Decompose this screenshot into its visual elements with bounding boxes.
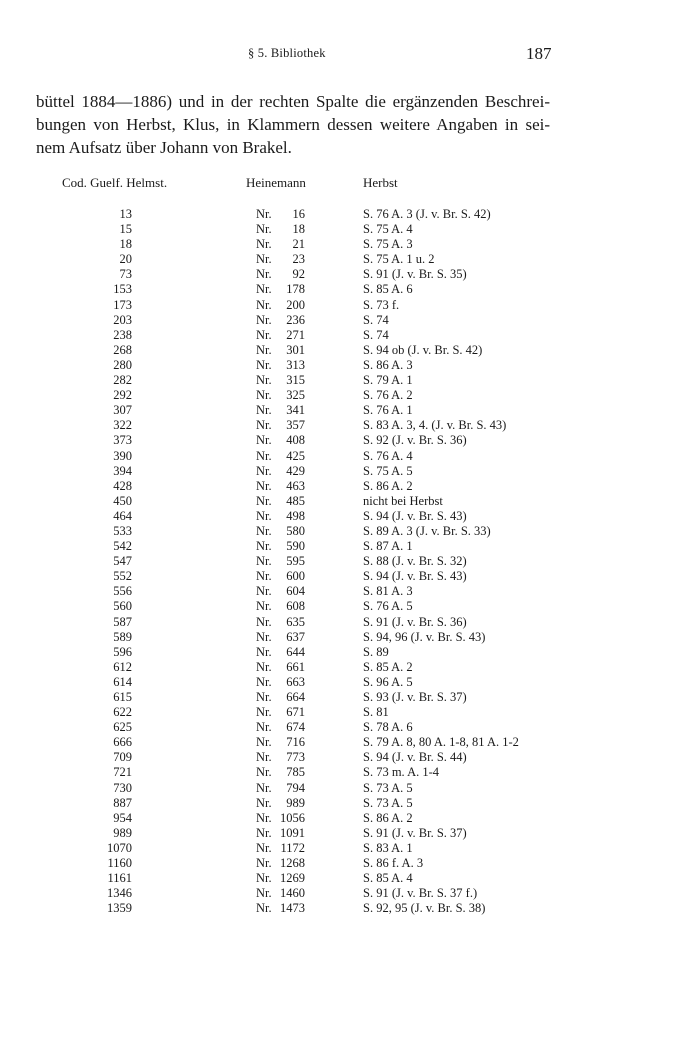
cod-number: 625: [113, 720, 132, 735]
nr-prefix: Nr.: [256, 327, 272, 342]
herbst-reference: S. 94 (J. v. Br. S. 43): [363, 569, 467, 584]
nr-prefix: Nr.: [256, 750, 272, 765]
table-row: [0, 494, 700, 509]
herbst-reference: S. 75 A. 3: [363, 237, 413, 252]
cod-number: 428: [113, 478, 132, 493]
heinemann-number: 429: [286, 463, 305, 478]
nr-prefix: Nr.: [256, 856, 272, 871]
heinemann-number: 637: [286, 629, 305, 644]
nr-prefix: Nr.: [256, 342, 272, 357]
heinemann-number: 600: [286, 569, 305, 584]
table-row: [0, 237, 700, 252]
table-row: [0, 720, 700, 735]
nr-prefix: Nr.: [256, 765, 272, 780]
nr-prefix: Nr.: [256, 463, 272, 478]
herbst-reference: S. 92, 95 (J. v. Br. S. 38): [363, 901, 486, 916]
heinemann-number: 425: [286, 448, 305, 463]
herbst-reference: S. 86 f. A. 3: [363, 856, 424, 871]
cod-number: 307: [113, 403, 132, 418]
cod-number: 13: [119, 207, 132, 221]
heinemann-number: 23: [292, 252, 305, 267]
cod-number: 954: [113, 810, 132, 825]
nr-prefix: Nr.: [256, 795, 272, 810]
heinemann-number: 341: [286, 403, 305, 418]
heinemann-number: 794: [286, 780, 305, 795]
table-row: [0, 856, 700, 871]
herbst-reference: S. 96 A. 5: [363, 674, 413, 689]
herbst-reference: S. 79 A. 1: [363, 373, 413, 388]
cod-number: 153: [113, 282, 132, 297]
herbst-reference: S. 91 (J. v. Br. S. 37): [363, 825, 467, 840]
herbst-reference: S. 91 (J. v. Br. S. 37 f.): [363, 886, 478, 901]
table-row: [0, 781, 700, 796]
table-row: [0, 449, 700, 464]
table-row: [0, 675, 700, 690]
heinemann-number: 1460: [280, 886, 305, 901]
heinemann-number: 635: [286, 614, 305, 629]
heinemann-number: 716: [286, 735, 305, 750]
nr-prefix: Nr.: [256, 705, 272, 720]
cod-number: 612: [113, 659, 132, 674]
table-row: [0, 811, 700, 826]
nr-prefix: Nr.: [256, 267, 272, 282]
herbst-reference: S. 94 (J. v. Br. S. 43): [363, 508, 467, 523]
table-row: [0, 328, 700, 343]
table-row: [0, 630, 700, 645]
heinemann-number: 1091: [280, 825, 305, 840]
herbst-reference: S. 85 A. 4: [363, 871, 413, 886]
herbst-reference: S. 86 A. 3: [363, 357, 413, 372]
cod-number: 542: [113, 539, 132, 554]
heinemann-number: 663: [286, 674, 305, 689]
nr-prefix: Nr.: [256, 207, 272, 221]
table-row: [0, 524, 700, 539]
nr-prefix: Nr.: [256, 840, 272, 855]
cod-number: 203: [113, 312, 132, 327]
intro-line: bungen von Herbst, Klus, in Klammern dessen weitere Angaben in sei-: [36, 115, 550, 134]
table-header: [0, 175, 700, 193]
nr-prefix: Nr.: [256, 901, 272, 916]
cod-number: 1160: [107, 856, 132, 871]
heinemann-number: 671: [286, 705, 305, 720]
nr-prefix: Nr.: [256, 418, 272, 433]
concordance-table: [0, 207, 700, 916]
nr-prefix: Nr.: [256, 312, 272, 327]
nr-prefix: Nr.: [256, 644, 272, 659]
cod-number: 730: [113, 780, 132, 795]
heinemann-number: 674: [286, 720, 305, 735]
nr-prefix: Nr.: [256, 222, 272, 237]
herbst-reference: S. 86 A. 2: [363, 810, 413, 825]
table-row: [0, 282, 700, 297]
table-row: [0, 388, 700, 403]
heinemann-number: 463: [286, 478, 305, 493]
herbst-reference: S. 73 A. 5: [363, 780, 413, 795]
cod-number: 282: [113, 373, 132, 388]
table-row: [0, 690, 700, 705]
herbst-reference: S. 76 A. 4: [363, 448, 413, 463]
nr-prefix: Nr.: [256, 539, 272, 554]
herbst-reference: S. 86 A. 2: [363, 478, 413, 493]
herbst-reference: S. 74: [363, 327, 389, 342]
table-row: [0, 358, 700, 373]
nr-prefix: Nr.: [256, 554, 272, 569]
cod-number: 1346: [107, 886, 132, 901]
heinemann-number: 785: [286, 765, 305, 780]
table-row: [0, 343, 700, 358]
nr-prefix: Nr.: [256, 735, 272, 750]
cod-number: 552: [113, 569, 132, 584]
heinemann-number: 595: [286, 554, 305, 569]
cod-number: 20: [119, 252, 132, 267]
herbst-reference: S. 75 A. 1 u. 2: [363, 252, 435, 267]
table-row: [0, 207, 700, 222]
nr-prefix: Nr.: [256, 780, 272, 795]
nr-prefix: Nr.: [256, 871, 272, 886]
nr-prefix: Nr.: [256, 523, 272, 538]
nr-prefix: Nr.: [256, 282, 272, 297]
nr-prefix: Nr.: [256, 584, 272, 599]
herbst-reference: nicht bei Herbst: [363, 493, 443, 508]
nr-prefix: Nr.: [256, 720, 272, 735]
heinemann-number: 644: [286, 644, 305, 659]
nr-prefix: Nr.: [256, 252, 272, 267]
cod-number: 887: [113, 795, 132, 810]
heinemann-number: 608: [286, 599, 305, 614]
heinemann-number: 604: [286, 584, 305, 599]
heinemann-number: 1268: [280, 856, 305, 871]
nr-prefix: Nr.: [256, 569, 272, 584]
cod-number: 666: [113, 735, 132, 750]
table-row: [0, 584, 700, 599]
heinemann-number: 773: [286, 750, 305, 765]
heinemann-number: 92: [292, 267, 305, 282]
heinemann-number: 236: [286, 312, 305, 327]
cod-number: 596: [113, 644, 132, 659]
table-row: [0, 750, 700, 765]
nr-prefix: Nr.: [256, 825, 272, 840]
heinemann-number: 200: [286, 297, 305, 312]
page-number: 187: [526, 44, 552, 63]
herbst-reference: S. 79 A. 8, 80 A. 1-8, 81 A. 1-2: [363, 735, 519, 750]
heinemann-number: 485: [286, 493, 305, 508]
cod-number: 280: [113, 357, 132, 372]
herbst-reference: S. 91 (J. v. Br. S. 35): [363, 267, 467, 282]
intro-line: nem Aufsatz über Johann von Brakel.: [36, 138, 292, 157]
nr-prefix: Nr.: [256, 448, 272, 463]
cod-number: 615: [113, 690, 132, 704]
nr-prefix: Nr.: [256, 403, 272, 418]
table-row: [0, 509, 700, 524]
cod-number: 15: [119, 222, 132, 237]
cod-number: 1161: [107, 871, 132, 886]
cod-number: 1070: [107, 840, 132, 855]
section-title: § 5. Bibliothek: [248, 46, 326, 60]
herbst-reference: S. 85 A. 2: [363, 659, 413, 674]
herbst-reference: S. 83 A. 3, 4. (J. v. Br. S. 43): [363, 418, 507, 433]
nr-prefix: Nr.: [256, 599, 272, 614]
column-header-heinemann: Heinemann: [246, 175, 306, 190]
cod-number: 73: [119, 267, 132, 282]
table-row: [0, 886, 700, 901]
intro-paragraph: [36, 90, 550, 159]
heinemann-number: 1269: [280, 871, 305, 886]
nr-prefix: Nr.: [256, 373, 272, 388]
cod-number: 268: [113, 342, 132, 357]
cod-number: 373: [113, 433, 132, 448]
table-row: [0, 222, 700, 237]
cod-number: 547: [113, 554, 132, 569]
herbst-reference: S. 74: [363, 312, 389, 327]
nr-prefix: Nr.: [256, 237, 272, 252]
table-row: [0, 298, 700, 313]
table-row: [0, 735, 700, 750]
cod-number: 709: [113, 750, 132, 765]
heinemann-number: 357: [286, 418, 305, 433]
table-row: [0, 615, 700, 630]
nr-prefix: Nr.: [256, 886, 272, 901]
herbst-reference: S. 88 (J. v. Br. S. 32): [363, 554, 467, 569]
heinemann-number: 271: [286, 327, 305, 342]
herbst-reference: S. 93 (J. v. Br. S. 37): [363, 690, 467, 704]
cod-number: 614: [113, 674, 132, 689]
herbst-reference: S. 75 A. 5: [363, 463, 413, 478]
herbst-reference: S. 94 (J. v. Br. S. 44): [363, 750, 467, 765]
cod-number: 533: [113, 523, 132, 538]
cod-number: 450: [113, 493, 132, 508]
table-row: [0, 252, 700, 267]
heinemann-number: 315: [286, 373, 305, 388]
herbst-reference: S. 83 A. 1: [363, 840, 413, 855]
heinemann-number: 325: [286, 388, 305, 403]
running-head: [0, 44, 700, 66]
table-row: [0, 901, 700, 916]
herbst-reference: S. 73 A. 5: [363, 795, 413, 810]
cod-number: 292: [113, 388, 132, 403]
herbst-reference: S. 94, 96 (J. v. Br. S. 43): [363, 629, 486, 644]
table-row: [0, 826, 700, 841]
heinemann-number: 1172: [280, 840, 305, 855]
heinemann-number: 1473: [280, 901, 305, 916]
nr-prefix: Nr.: [256, 629, 272, 644]
nr-prefix: Nr.: [256, 810, 272, 825]
cod-number: 18: [119, 237, 132, 252]
heinemann-number: 18: [292, 222, 305, 237]
nr-prefix: Nr.: [256, 690, 272, 704]
herbst-reference: S. 78 A. 6: [363, 720, 413, 735]
herbst-reference: S. 75 A. 4: [363, 222, 413, 237]
column-header-cod: Cod. Guelf. Helmst.: [62, 175, 168, 190]
column-header-herbst: Herbst: [363, 175, 398, 190]
heinemann-number: 498: [286, 508, 305, 523]
heinemann-number: 21: [292, 237, 305, 252]
cod-number: 322: [113, 418, 132, 433]
heinemann-number: 408: [286, 433, 305, 448]
table-row: [0, 841, 700, 856]
nr-prefix: Nr.: [256, 433, 272, 448]
cod-number: 721: [113, 765, 132, 780]
herbst-reference: S. 81: [363, 705, 389, 720]
cod-number: 394: [113, 463, 132, 478]
table-row: [0, 267, 700, 282]
cod-number: 556: [113, 584, 132, 599]
cod-number: 589: [113, 629, 132, 644]
heinemann-number: 989: [286, 795, 305, 810]
herbst-reference: S. 73 m. A. 1-4: [363, 765, 440, 780]
nr-prefix: Nr.: [256, 674, 272, 689]
nr-prefix: Nr.: [256, 297, 272, 312]
table-row: [0, 871, 700, 886]
table-row: [0, 645, 700, 660]
herbst-reference: S. 76 A. 3 (J. v. Br. S. 42): [363, 207, 491, 221]
heinemann-number: 661: [286, 659, 305, 674]
cod-number: 390: [113, 448, 132, 463]
cod-number: 173: [113, 297, 132, 312]
cod-number: 587: [113, 614, 132, 629]
heinemann-number: 313: [286, 357, 305, 372]
nr-prefix: Nr.: [256, 614, 272, 629]
table-row: [0, 569, 700, 584]
herbst-reference: S. 92 (J. v. Br. S. 36): [363, 433, 467, 448]
table-row: [0, 796, 700, 811]
herbst-reference: S. 94 ob (J. v. Br. S. 42): [363, 342, 483, 357]
nr-prefix: Nr.: [256, 478, 272, 493]
table-row: [0, 433, 700, 448]
heinemann-number: 1056: [280, 810, 305, 825]
herbst-reference: S. 76 A. 2: [363, 388, 413, 403]
herbst-reference: S. 85 A. 6: [363, 282, 413, 297]
nr-prefix: Nr.: [256, 508, 272, 523]
heinemann-number: 301: [286, 342, 305, 357]
table-row: [0, 313, 700, 328]
cod-number: 464: [113, 508, 132, 523]
table-row: [0, 539, 700, 554]
table-row: [0, 418, 700, 433]
cod-number: 560: [113, 599, 132, 614]
table-row: [0, 464, 700, 479]
intro-line: büttel 1884—1886) und in der rechten Spalte die ergänzenden Beschrei-: [36, 92, 550, 111]
herbst-reference: S. 89: [363, 644, 389, 659]
heinemann-number: 590: [286, 539, 305, 554]
table-row: [0, 403, 700, 418]
herbst-reference: S. 73 f.: [363, 297, 400, 312]
herbst-reference: S. 81 A. 3: [363, 584, 413, 599]
table-row: [0, 765, 700, 780]
cod-number: 989: [113, 825, 132, 840]
heinemann-number: 664: [286, 690, 305, 704]
herbst-reference: S. 87 A. 1: [363, 539, 413, 554]
table-row: [0, 660, 700, 675]
nr-prefix: Nr.: [256, 659, 272, 674]
herbst-reference: S. 76 A. 1: [363, 403, 413, 418]
table-row: [0, 479, 700, 494]
cod-number: 622: [113, 705, 132, 720]
cod-number: 238: [113, 327, 132, 342]
heinemann-number: 16: [292, 207, 305, 221]
herbst-reference: S. 89 A. 3 (J. v. Br. S. 33): [363, 523, 491, 538]
heinemann-number: 580: [286, 523, 305, 538]
nr-prefix: Nr.: [256, 493, 272, 508]
table-row: [0, 554, 700, 569]
cod-number: 1359: [107, 901, 132, 916]
table-row: [0, 705, 700, 720]
nr-prefix: Nr.: [256, 357, 272, 372]
heinemann-number: 178: [286, 282, 305, 297]
herbst-reference: S. 76 A. 5: [363, 599, 413, 614]
nr-prefix: Nr.: [256, 388, 272, 403]
table-row: [0, 599, 700, 614]
table-row: [0, 373, 700, 388]
herbst-reference: S. 91 (J. v. Br. S. 36): [363, 614, 467, 629]
